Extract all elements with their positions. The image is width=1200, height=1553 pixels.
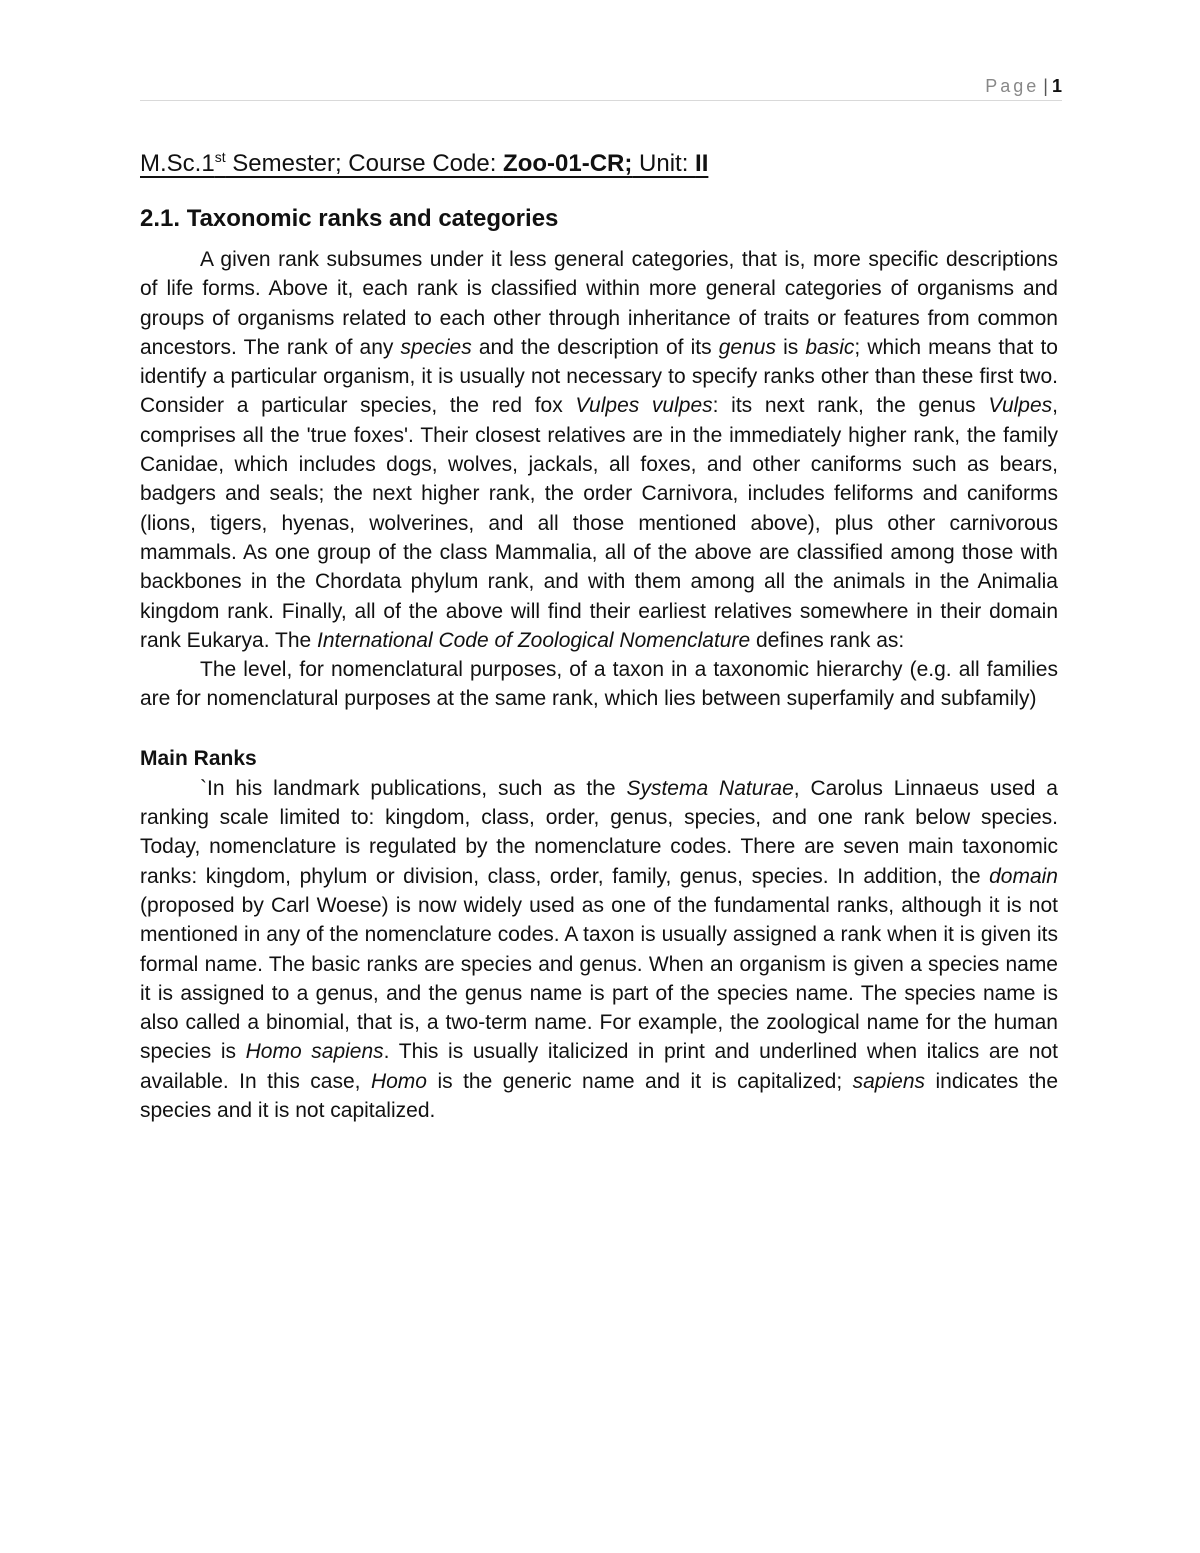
text-run: ; which means that to identify a particular organism, it is usually not necessary to specify ranks other than these first two. Consider a particular species, the red fox bbox=[140, 335, 1058, 418]
text-run: (proposed by Carl Woese) is now widely used as one of the fundamental ranks, although it is not mentioned in any of the nomenclature codes. A taxon is usually assigned a rank when it is given its formal name. The basic ranks are species and genus. When an organism is given a species name it is assigned to a genus, and the genus name is part of the species name. The species name is also called a binomial, that is, a two-term name. For example, the zoological name for the human species is bbox=[140, 893, 1058, 1064]
italic-run: Vulpes vulpes bbox=[575, 394, 713, 418]
italic-run: genus bbox=[718, 335, 776, 359]
italic-run: Homo bbox=[370, 1069, 427, 1093]
page-number: 1 bbox=[1051, 76, 1062, 96]
page-content bbox=[140, 140, 1058, 1125]
section-title: 2.1. Taxonomic ranks and categories bbox=[140, 205, 559, 232]
main-ranks-heading: Main Ranks bbox=[140, 746, 257, 770]
course-degree: M.Sc.1 bbox=[140, 150, 215, 177]
course-title-line bbox=[140, 140, 1058, 181]
course-unit: II bbox=[695, 150, 709, 177]
text-run: and the description of its bbox=[471, 335, 719, 359]
text-run: . This is usually italicized in print and underlined when italics are not available. In this case, bbox=[140, 1040, 1059, 1093]
page-header bbox=[140, 72, 1062, 101]
italic-run: species bbox=[400, 335, 472, 359]
course-semester-text: Semester; Course Code: bbox=[225, 150, 504, 177]
text-run: `In his landmark publications, such as the bbox=[200, 776, 627, 800]
italic-run: Systema Naturae bbox=[626, 776, 794, 800]
text-run: : its next rank, the genus bbox=[712, 394, 989, 418]
text-run: is bbox=[775, 335, 806, 359]
text-run: , Carolus Linnaeus used a ranking scale limited to: kingdom, class, order, genus, species, and one rank below species. Today, nomenclature is regulated by the nomenclature codes. There are seven main taxonomic ranks: kingdom, phylum or division, class, order, family, genus, species. In addition, the bbox=[140, 776, 1058, 888]
section-paragraph-1 bbox=[140, 245, 1058, 655]
main-ranks-paragraph bbox=[140, 774, 1058, 1126]
course-code: Zoo-01-CR; bbox=[503, 150, 633, 177]
text-run: , comprises all the 'true foxes'. Their closest relatives are in the immediately higher rank, the family Canidae, which includes dogs, wolves, jackals, all foxes, and other caniforms such as bears, badgers and seals; the next higher rank, the order Carnivora, includes feliforms and caniforms (lions, tigers, hyenas, wolverines, and all those mentioned above), plus other carnivorous mammals. As one group of the class Mammalia, all of the above are classified among those with backbones in the Chordata phylum rank, and with them among all the animals in the Animalia kingdom rank. Finally, all of the above will find their earliest relatives somewhere in their domain rank Eukarya. The bbox=[140, 394, 1059, 652]
italic-run: Vulpes bbox=[988, 394, 1053, 418]
page-label: Page bbox=[985, 76, 1040, 96]
italic-run: sapiens bbox=[852, 1069, 926, 1093]
course-superscript: st bbox=[214, 149, 226, 165]
italic-run: International Code of Zoological Nomenclature bbox=[317, 628, 751, 652]
section-paragraph-2: The level, for nomenclatural purposes, of a taxon in a taxonomic hierarchy (e.g. all families are for nomenclatural purposes at the same rank, which lies between superfamily and subfamily) bbox=[140, 658, 1058, 711]
italic-run: domain bbox=[989, 864, 1058, 888]
course-unit-label: Unit: bbox=[632, 150, 696, 177]
text-run: indicates the species and it is not capitalized. bbox=[140, 1069, 1059, 1123]
italic-run: Homo sapiens bbox=[245, 1040, 384, 1064]
italic-run: basic bbox=[805, 335, 855, 359]
page-separator: | bbox=[1043, 76, 1048, 96]
text-run: is the generic name and it is capitalized; bbox=[426, 1069, 853, 1093]
text-run: A given rank subsumes under it less general categories, that is, more specific descriptions of life forms. Above it, each rank is classified within more general categories of organisms and groups of organisms related to each other through inheritance of traits or features from common ancestors. The rank of any bbox=[140, 248, 1058, 359]
text-run: defines rank as: bbox=[750, 628, 905, 652]
